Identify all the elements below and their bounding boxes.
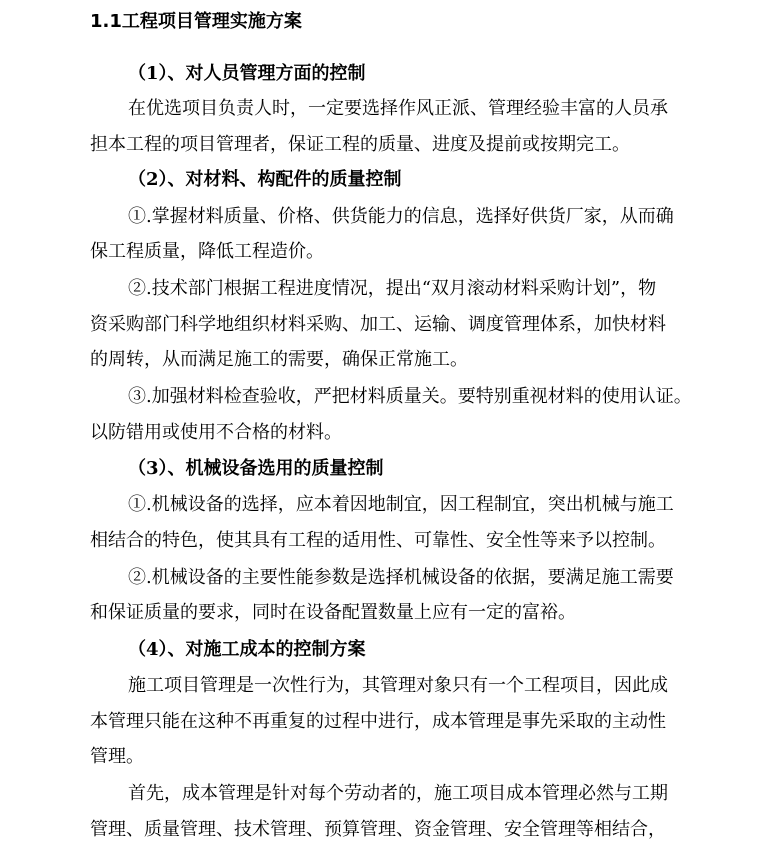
section-3-text-line: 和保证质量的要求，同时在设备配置数量上应有一定的富裕。: [90, 602, 576, 623]
section-4-text-line: 本管理只能在这种不再重复的过程中进行，成本管理是事先采取的主动性: [90, 711, 666, 732]
section-2-text-line: 以防错用或使用不合格的材料。: [90, 422, 342, 443]
section-2-text-line: 资采购部门科学地组织材料采购、加工、运输、调度管理体系，加快材料: [90, 314, 666, 335]
section-1-text-line: 担本工程的项目管理者，保证工程的质量、进度及提前或按期完工。: [90, 134, 630, 155]
section-2-text-line: ②.技术部门根据工程进度情况，提出“双月滚动材料采购计划”，物: [128, 278, 657, 299]
section-4-text-line: 管理。: [90, 746, 144, 767]
section-1-title: （1）、对人员管理方面的控制: [128, 63, 366, 84]
section-3-text-line: ①.机械设备的选择，应本着因地制宜，因工程制宜，突出机械与施工: [128, 494, 674, 515]
section-3-text-line: ②.机械设备的主要性能参数是选择机械设备的依据，要满足施工需要: [128, 567, 674, 588]
section-3-title: （3）、机械设备选用的质量控制: [128, 458, 384, 479]
section-2-text-line: 保工程质量，降低工程造价。: [90, 241, 324, 262]
section-4-title: （4）、对施工成本的控制方案: [128, 639, 366, 660]
section-4-text-line: 管理、质量管理、技术管理、预算管理、资金管理、安全管理等相结合，: [90, 819, 666, 840]
section-3-text-line: 相结合的特色，使其具有工程的适用性、可靠性、安全性等来予以控制。: [90, 530, 666, 551]
page-heading: 1.1工程项目管理实施方案: [90, 11, 302, 32]
section-4-text-line: 施工项目管理是一次性行为，其管理对象只有一个工程项目，因此成: [128, 675, 668, 696]
section-2-text-line: ③.加强材料检查验收，严把材料质量关。要特别重视材料的使用认证。: [128, 386, 692, 407]
section-2-text-line: ①.掌握材料质量、价格、供货能力的信息，选择好供货厂家，从而确: [128, 206, 674, 227]
section-4-text-line: 首先，成本管理是针对每个劳动者的，施工项目成本管理必然与工期: [128, 783, 668, 804]
section-2-title: （2）、对材料、构配件的质量控制: [128, 169, 402, 190]
section-1-text-line: 在优选项目负责人时，一定要选择作风正派、管理经验丰富的人员承: [128, 98, 668, 119]
section-2-text-line: 的周转，从而满足施工的需要，确保正常施工。: [90, 349, 468, 370]
